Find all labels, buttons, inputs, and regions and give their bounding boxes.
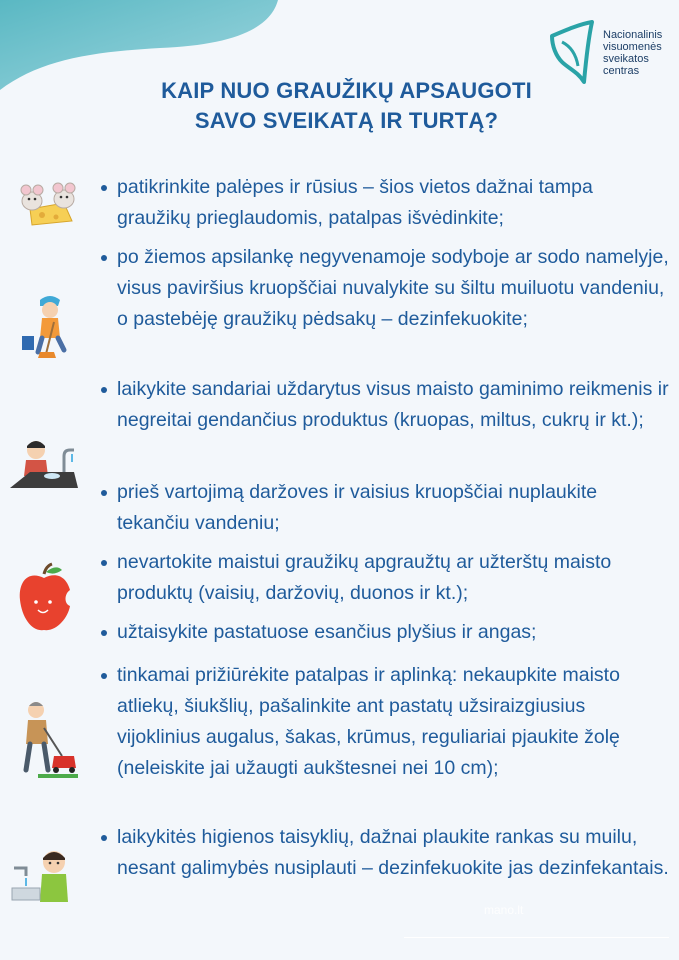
list-item: patikrinkite palėpes ir rūsius – šios vietos dažnai tampa graužikų prieglaudomis, patalpas išvėdinkite; bbox=[99, 172, 669, 234]
organization-line2: visuomenės bbox=[603, 41, 662, 53]
organization-line4: centras bbox=[603, 65, 640, 77]
person-mowing-lawn-icon bbox=[18, 698, 80, 780]
page-title bbox=[0, 76, 679, 136]
list-item: užtaisykite pastatuose esančius plyšius ir angas; bbox=[99, 617, 536, 648]
list-item: laikykitės higienos taisyklių, dažnai plaukite rankas su muilu, nesant galimybės nusiplauti – dezinfekuokite jas dezinfekantais. bbox=[99, 822, 669, 884]
list-item: laikykite sandariai uždarytus visus maisto gaminimo reikmenis ir negreitai gendančius produktus (kruopas, miltus, cukrų ir kt.); bbox=[99, 374, 669, 436]
list-item: prieš vartojimą daržoves ir vaisius kruopščiai nuplaukite tekančiu vandeniu; bbox=[99, 477, 669, 539]
child-washing-hands-icon bbox=[10, 844, 78, 908]
organization-line1: Nacionalinis bbox=[603, 29, 663, 41]
title-line2: SAVO SVEIKATĄ IR TURTĄ? bbox=[194, 108, 499, 133]
footer-divider bbox=[404, 937, 669, 938]
title-line1: KAIP NUO GRAUŽIKŲ APSAUGOTI bbox=[161, 78, 532, 103]
list-item: tinkamai prižiūrėkite patalpas ir aplinką: nekaupkite maisto atliekų, šiukšlių, pašalinkite ant pastatų užsiraizgiusius vijoklinius augalus, šakas, krūmus, reguliariai pjaukite žolę (neleiskite jai užaugti aukštesnei nei 10 cm); bbox=[99, 660, 669, 784]
organization-line3: sveikatos bbox=[603, 53, 649, 65]
bitten-apple-icon bbox=[16, 562, 74, 634]
list-item: nevartokite maistui graužikų apgraužtų ar užterštų maisto produktų (vaisių, daržovių, duonos ir kt.); bbox=[99, 547, 669, 609]
person-cleaning-icon bbox=[18, 292, 76, 360]
list-item: po žiemos apsilankę negyvenamoje sodyboje ar sodo namelyje, visus paviršius kruopščiai nuvalykite su šiltu muiluotu vandeniu, o pastebėję graužikų pėdsakų – dezinfekuokite; bbox=[99, 242, 669, 335]
watermark: mano.lt bbox=[484, 903, 524, 917]
mice-with-cheese-icon bbox=[12, 175, 82, 227]
organization-name bbox=[603, 29, 662, 77]
person-washing-dishes-icon bbox=[8, 436, 80, 492]
